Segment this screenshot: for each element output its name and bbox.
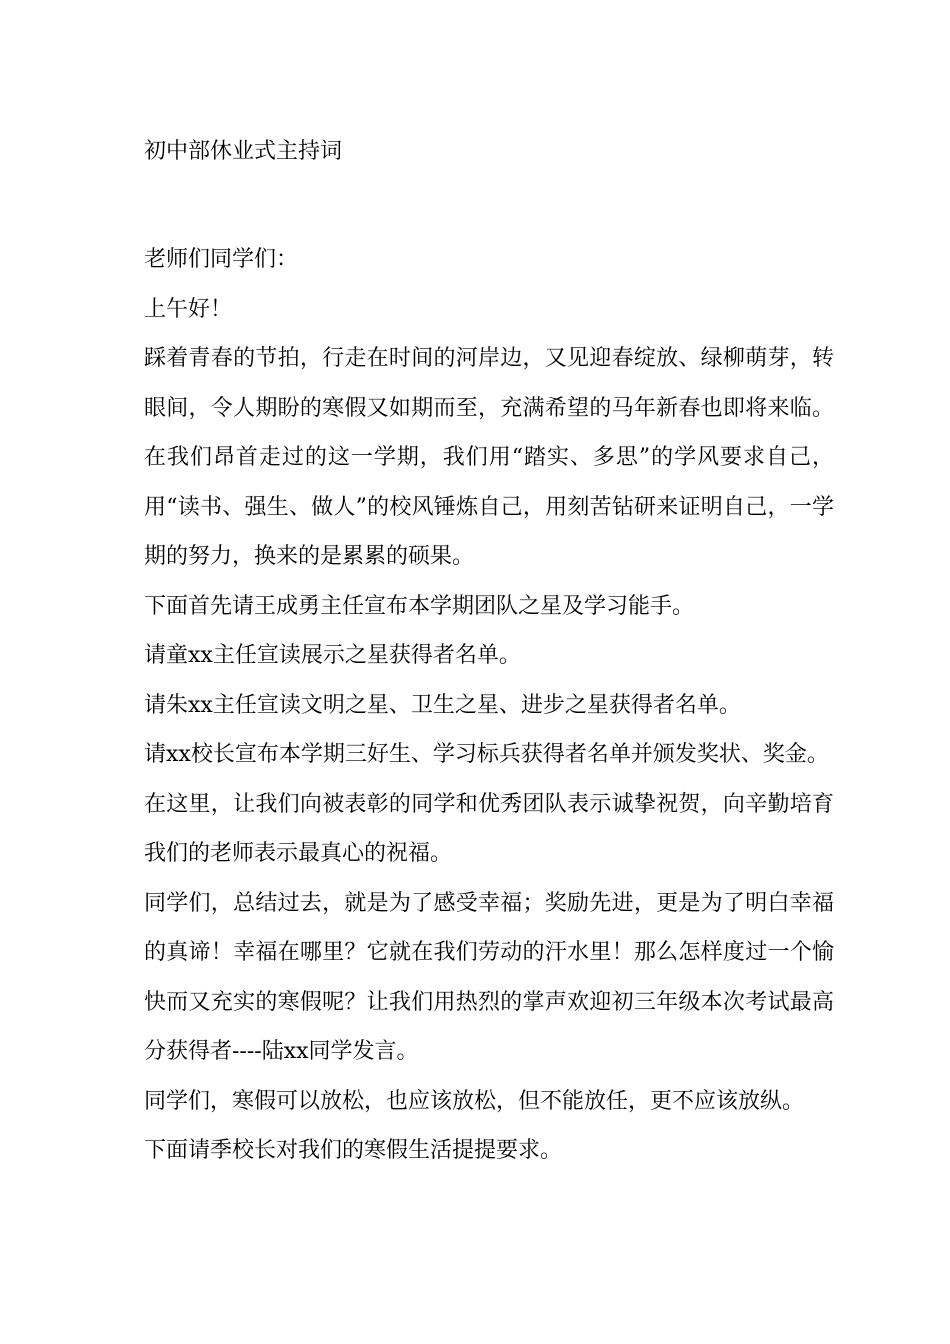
paragraph-civility-stars: 请朱xx主任宣读文明之星、卫生之星、进步之星获得者名单。 bbox=[144, 692, 741, 718]
paragraph-happiness: 同学们，总结过去，就是为了感受幸福；奖励先进，更是为了明白幸福的真谛！幸福在哪里？它就在我们劳动的汗水里！那么怎样度过一个愉快而又充实的寒假呢？让我们用热烈的掌声欢迎初三年级本次考试最高分获得者----陆xx同学发言。 bbox=[144, 890, 834, 1064]
paragraph-holiday-requirements: 下面请季校长对我们的寒假生活提提要求。 bbox=[144, 1138, 563, 1163]
paragraph-holiday-relax: 同学们，寒假可以放松，也应该放松，但不能放任，更不应该放纵。 bbox=[144, 1088, 805, 1114]
paragraph-greeting-morning: 上午好！ bbox=[144, 296, 233, 322]
document-title: 初中部休业式主持词 bbox=[144, 139, 343, 164]
paragraph-congratulations: 在这里，让我们向被表彰的同学和优秀团队表示诚挚祝贺，向辛勤培育我们的老师表示最真心的祝福。 bbox=[144, 791, 834, 866]
paragraph-opening: 踩着青春的节拍，行走在时间的河岸边，又见迎春绽放、绿柳萌芽，转眼间，令人期盼的寒假又如期而至，充满希望的马年新春也即将来临。在我们昂首走过的这一学期，我们用“踏实、多思”的学风要求自己，用“读书、强生、做人”的校风锤炼自己，用刻苦钻研来证明自己，一学期的努力，换来的是累累的硕果。 bbox=[144, 346, 834, 569]
document-body bbox=[144, 235, 834, 1176]
paragraph-greeting-audience: 老师们同学们： bbox=[144, 247, 299, 272]
paragraph-principal-awards: 请xx校长宣布本学期三好生、学习标兵获得者名单并颁发奖状、奖金。 bbox=[144, 742, 829, 767]
paragraph-display-stars: 请童xx主任宣读展示之星获得者名单。 bbox=[144, 643, 521, 668]
paragraph-team-stars: 下面首先请王成勇主任宣布本学期团队之星及学习能手。 bbox=[144, 593, 695, 619]
